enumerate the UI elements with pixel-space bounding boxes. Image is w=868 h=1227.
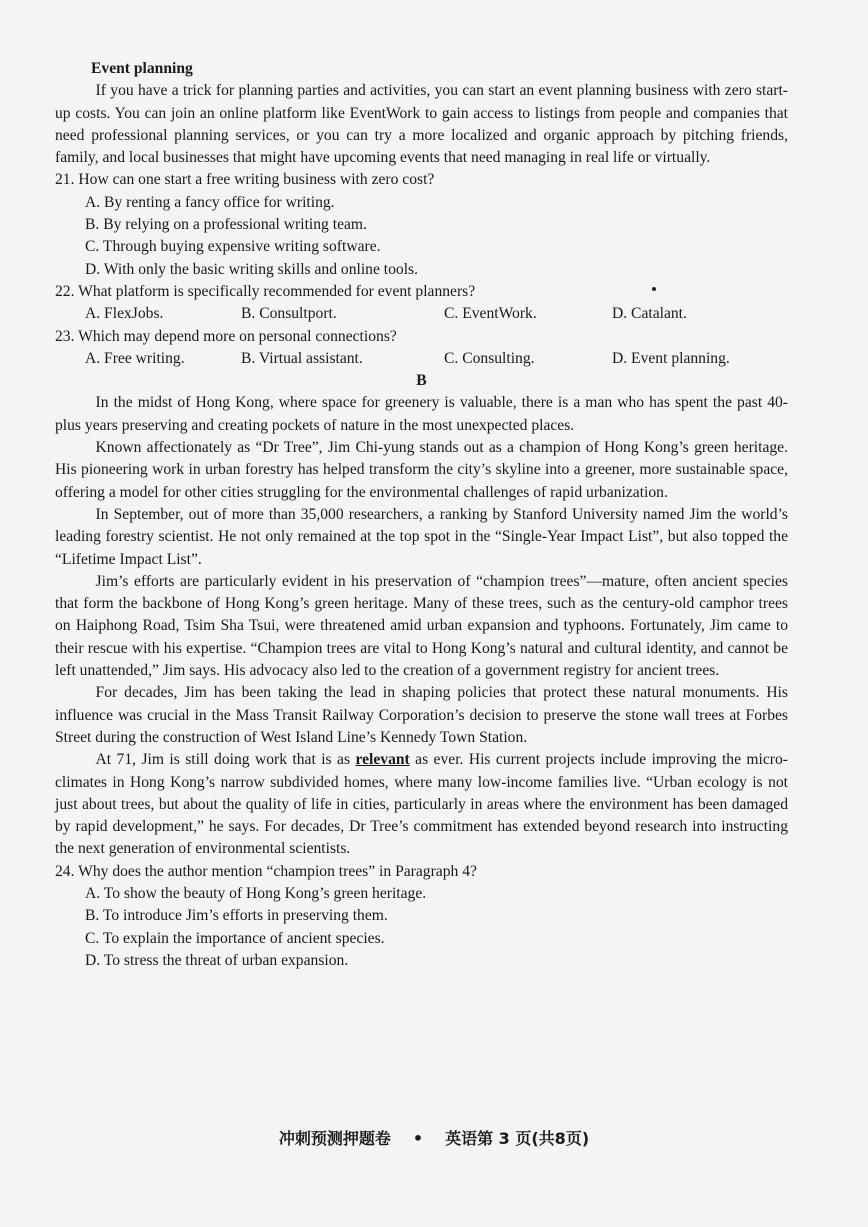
option-a: A. FlexJobs. — [85, 305, 164, 323]
event-planning-paragraph: If you have a trick for planning parties and activities, you can start an event planning business with zero start-up costs. You can join an online platform like EventWork to gain access to listings from people and companies that need professional planning services, or you can try a more localized and organic approach by pitching friends, family, and local businesses that might have upcoming events that need managing in real life or virtually. — [55, 82, 788, 167]
option-c: C. Through buying expensive writing software. — [85, 238, 381, 256]
option-b: B. Consultport. — [241, 305, 337, 323]
passage-paragraph-6 — [55, 749, 788, 860]
option-c: C. EventWork. — [444, 305, 537, 323]
option-d: D. Event planning. — [612, 349, 730, 367]
question-22 — [55, 281, 788, 326]
page-content — [55, 58, 788, 972]
section-b-label: B — [416, 372, 427, 390]
option-d: D. With only the basic writing skills and online tools. — [85, 260, 419, 278]
option-b: B. By relying on a professional writing team. — [85, 216, 367, 234]
question-24 — [55, 861, 788, 972]
passage-paragraph-3: In September, out of more than 35,000 researchers, a ranking by Stanford University named Jim the world’s leading forestry scientist. He not only remained at the top spot in the “Single-Year Impact List”, but also topped the “Lifetime Impact List”. — [55, 505, 788, 568]
option-b: B. Virtual assistant. — [241, 349, 363, 367]
question-21 — [55, 169, 788, 280]
options-row — [85, 348, 788, 370]
option-b: B. To introduce Jim’s efforts in preserving them. — [85, 907, 388, 925]
option-a: A. To show the beauty of Hong Kong’s green heritage. — [85, 884, 427, 902]
passage-paragraph-5: For decades, Jim has been taking the lead in shaping policies that protect these natural monuments. His influence was crucial in the Mass Transit Railway Corporation’s decision to preserve the stone wall trees at Forbes Street during the construction of West Island Line’s Kennedy Town Station. — [55, 684, 788, 746]
footer-separator: • — [412, 1129, 424, 1148]
question-stem: 21. How can one start a free writing business with zero cost? — [55, 171, 435, 189]
underlined-word: relevant — [355, 751, 410, 769]
option-d: D. To stress the threat of urban expansion. — [85, 951, 349, 969]
section-heading: Event planning — [91, 60, 193, 77]
question-stem: 22. What platform is specifically recommended for event planners? — [55, 282, 476, 300]
p6-text-before: At 71, Jim is still doing work that is as — [95, 751, 356, 769]
question-stem: 23. Which may depend more on personal connections? — [55, 327, 397, 345]
option-c: C. To explain the importance of ancient species. — [85, 929, 385, 947]
option-c: C. Consulting. — [444, 349, 535, 367]
option-a: A. Free writing. — [85, 349, 185, 367]
passage-paragraph-2: Known affectionately as “Dr Tree”, Jim Chi-yung stands out as a champion of Hong Kong’s green heritage. His pioneering work in urban forestry has helped transform the city’s skyline into a greener, more sustainable space, offering a model for other cities struggling for the environmental challenges of rapid urbanization. — [55, 439, 788, 501]
option-d: D. Catalant. — [612, 305, 687, 323]
options-row — [85, 303, 788, 325]
p6-text-after: as ever. His current projects include improving the micro-climates in Hong Kong’s narrow subdivided homes, where many low-income families live. “Urban ecology is not just about trees, but about the quality of life in cities, particularly in areas where the environment has been damaged by rapid development,” he says. For decades, Dr Tree’s commitment has extended beyond research into instructing the next generation of environmental scientists. — [55, 751, 788, 858]
footer-page-number: 英语第 3 页(共8页) — [445, 1129, 590, 1148]
passage-paragraph-1: In the midst of Hong Kong, where space for greenery is valuable, there is a man who has spent the past 40-plus years preserving and creating pockets of nature in the most unexpected places. — [55, 394, 788, 434]
question-stem: 24. Why does the author mention “champion trees” in Paragraph 4? — [55, 862, 477, 880]
page-footer — [0, 1128, 868, 1150]
footer-exam-title: 冲刺预测押题卷 — [278, 1129, 391, 1148]
passage-paragraph-4: Jim’s efforts are particularly evident in his preservation of “champion trees”—mature, often ancient species that form the backbone of Hong Kong’s green heritage. Many of these trees, such as the century-old camphor trees on Haiphong Road, Tsim Sha Tsui, were threatened amid urban expansion and typhoons. Fortunately, Jim came to their rescue with his expertise. “Champion trees are vital to Hong Kong’s natural and cultural identity, and cannot be left unattended,” Jim says. His advocacy also led to the creation of a government registry for ancient trees. — [55, 572, 788, 680]
option-a: A. By renting a fancy office for writing. — [85, 193, 335, 211]
question-23 — [55, 326, 788, 371]
stray-dot — [652, 287, 656, 291]
